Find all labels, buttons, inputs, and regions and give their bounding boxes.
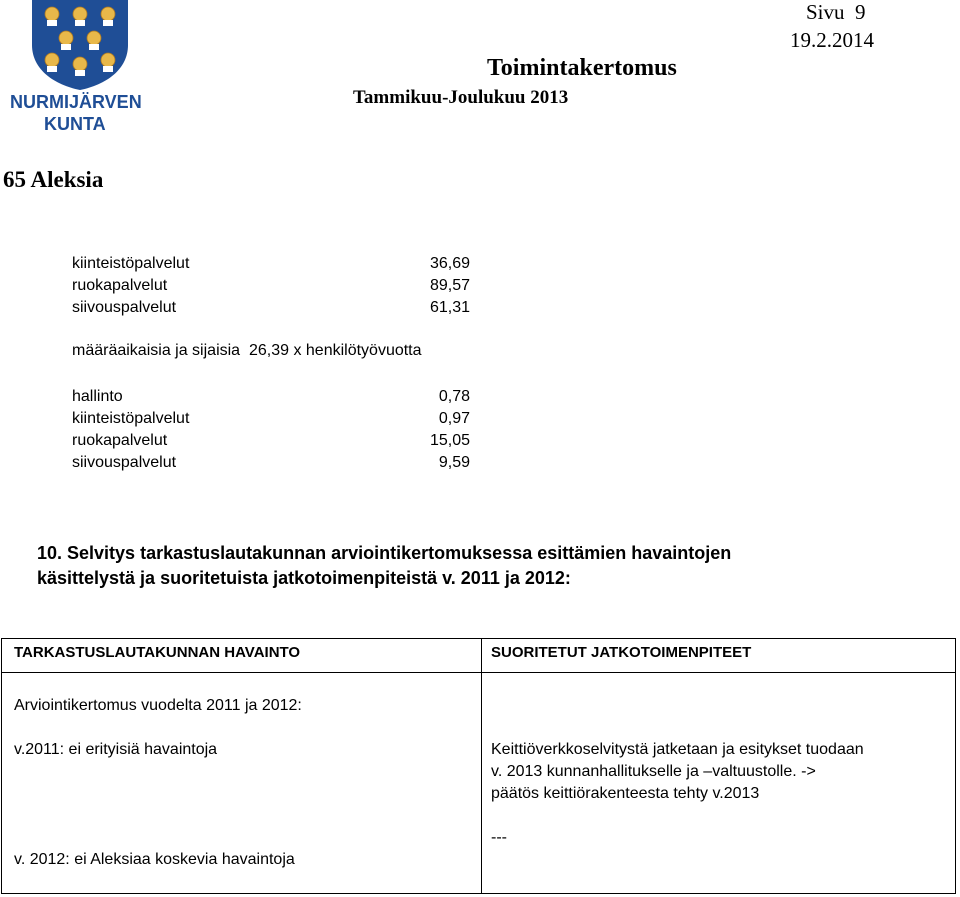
- temp-staff-value: 0,78: [438, 388, 470, 405]
- temp-staff-value: 15,05: [429, 432, 470, 449]
- section-10-heading-line1: 10. Selvitys tarkastuslautakunnan arviointikertomuksessa esittämien havaintojen: [37, 543, 732, 563]
- staff-row: [72, 298, 470, 318]
- staff-value: 61,31: [429, 299, 470, 316]
- action-2012: ---: [491, 829, 507, 846]
- observation-2011: v.2011: ei erityisiä havaintoja: [14, 741, 218, 758]
- table-intro-text: Arviointikertomus vuodelta 2011 ja 2012:: [14, 697, 302, 714]
- temp-staff-label: hallinto: [72, 388, 123, 405]
- temporary-staff-summary: määräaikaisia ja sijaisia 26,39 x henkilötyövuotta: [72, 342, 422, 359]
- temp-staff-label: ruokapalvelut: [72, 432, 168, 449]
- temp-staff-row: [72, 431, 470, 451]
- staff-row: [72, 254, 470, 274]
- observation-2012: v. 2012: ei Aleksiaa koskevia havaintoja: [14, 851, 295, 868]
- temp-staff-label: kiinteistöpalvelut: [72, 410, 190, 427]
- staff-row: [72, 276, 470, 296]
- column-header-actions: SUORITETUT JATKOTOIMENPITEET: [491, 644, 752, 661]
- temp-staff-row: [72, 409, 470, 429]
- action-2011-line1: Keittiöverkkoselvitystä jatketaan ja esitykset tuodaan: [491, 741, 864, 758]
- temp-staff-row: [72, 453, 470, 473]
- temp-staff-value: 9,59: [438, 454, 470, 471]
- staff-label: kiinteistöpalvelut: [72, 255, 190, 272]
- staff-label: siivouspalvelut: [72, 299, 177, 316]
- document-date: 19.2.2014: [790, 28, 874, 52]
- logo-text-line2: KUNTA: [44, 114, 106, 134]
- staff-value: 89,57: [429, 277, 470, 294]
- table-column-divider: [481, 639, 482, 893]
- table-header-divider: [2, 672, 955, 673]
- document-title: Toimintakertomus: [487, 55, 677, 81]
- coat-of-arms-icon: [30, 0, 130, 90]
- staff-label: ruokapalvelut: [72, 277, 168, 294]
- staff-value: 36,69: [429, 255, 470, 272]
- action-2011-line2: v. 2013 kunnanhallitukselle ja –valtuustolle. ->: [491, 763, 816, 780]
- column-header-observation: TARKASTUSLAUTAKUNNAN HAVAINTO: [14, 644, 301, 661]
- temp-staff-value: 0,97: [438, 410, 470, 427]
- logo-text-line1: NURMIJÄRVEN: [10, 92, 142, 112]
- section-10-heading-line2: käsittelystä ja suoritetuista jatkotoimenpiteistä v. 2011 ja 2012:: [37, 568, 571, 588]
- temp-staff-label: siivouspalvelut: [72, 454, 177, 471]
- section-title: 65 Aleksia: [3, 167, 104, 192]
- municipality-logo: [10, 0, 142, 135]
- document-period: Tammikuu-Joulukuu 2013: [353, 87, 569, 108]
- page-number: Sivu 9: [806, 0, 866, 24]
- temp-staff-row: [72, 387, 470, 407]
- action-2011-line3: päätös keittiörakenteesta tehty v.2013: [491, 785, 760, 802]
- observations-table: [1, 638, 956, 894]
